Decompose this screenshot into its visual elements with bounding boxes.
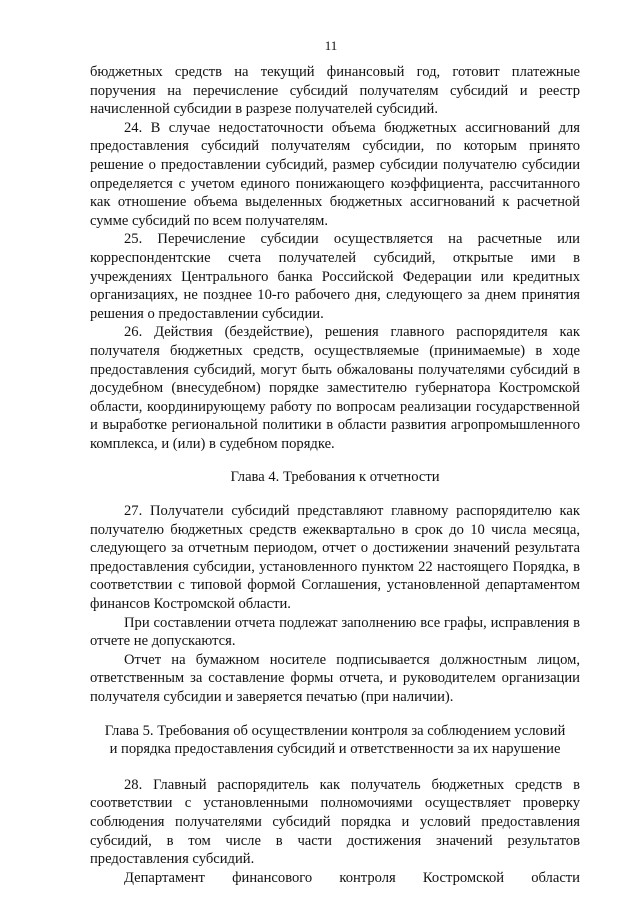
page-number: 11: [324, 38, 338, 53]
chapter-5-heading-line-1: Глава 5. Требования об осуществлении контроля за соблюдением условий: [104, 722, 566, 739]
paragraph-26: 26. Действия (бездействие), решения главного распорядителя как получателя бюджетных средств, осуществляемые (принимаемые) в ходе предоставления субсидий, могут быть обжалованы получателями субсидий в досудебном (внесудебном) порядке заместителю губернатора Костромской области, координирующему работу по вопросам реализации государственной и выработке региональной политики в области развития агропромышленного комплекса, и (или) в судебном порядке.: [90, 324, 580, 452]
chapter-4-heading: Глава 4. Требования к отчетности: [230, 469, 440, 486]
paragraph-report-filling: При составлении отчета подлежат заполнению все графы, исправления в отчете не допускаются.: [90, 614, 580, 650]
paragraph-report-signing: Отчет на бумажном носителе подписывается должностным лицом, ответственным за составление формы отчета, и руководителем организации получателя субсидии и заверяется печатью (при наличии).: [90, 651, 580, 705]
paragraph-27: 27. Получатели субсидий представляют главному распорядителю как получателю бюджетных средств ежеквартально в срок до 10 числа месяца, следующего за отчетным периодом, отчет о достижении значений результата предоставления субсидии, установленного пунктом 22 настоящего Порядка, в соответствии с типовой формой Соглашения, установленной департаментом финансов Костромской области.: [90, 503, 580, 613]
chapter-5-heading: [84, 722, 586, 759]
paragraph-24: 24. В случае недостаточности объема бюджетных ассигнований для предоставления субсидий получателям субсидии, по которым принято решение о предоставлении субсидий, размер субсидии получателю субсидии определяется с учетом единого понижающего коэффициента, рассчитанного как отношение объема выделенных бюджетных ассигнований к расчетной сумме субсидий по всем получателям.: [90, 119, 580, 229]
paragraph-25: 25. Перечисление субсидии осуществляется на расчетные или корреспондентские счета получателей субсидий, открытые ими в учреждениях Центрального банка Российской Федерации или кредитных организациях, не позднее 10-го рабочего дня, следующего за днем принятия решения о предоставлении субсидии.: [90, 231, 580, 322]
paragraph-continuation: бюджетных средств на текущий финансовый год, готовит платежные поручения на перечисление субсидий получателям субсидий и реестр начисленной субсидии в разрезе получателей субсидий.: [90, 64, 580, 118]
chapter-5-heading-line-2: и порядка предоставления субсидий и ответственности за их нарушение: [109, 741, 561, 758]
paragraph-28: 28. Главный распорядитель как получатель бюджетных средств в соответствии с установленными полномочиями осуществляет проверку соблюдения получателями субсидий порядка и условий предоставления субсидий, в том числе в части достижения значений результатов предоставления субсидий.: [90, 776, 580, 868]
paragraph-department-control: Департамент финансового контроля Костромской области: [124, 869, 580, 886]
